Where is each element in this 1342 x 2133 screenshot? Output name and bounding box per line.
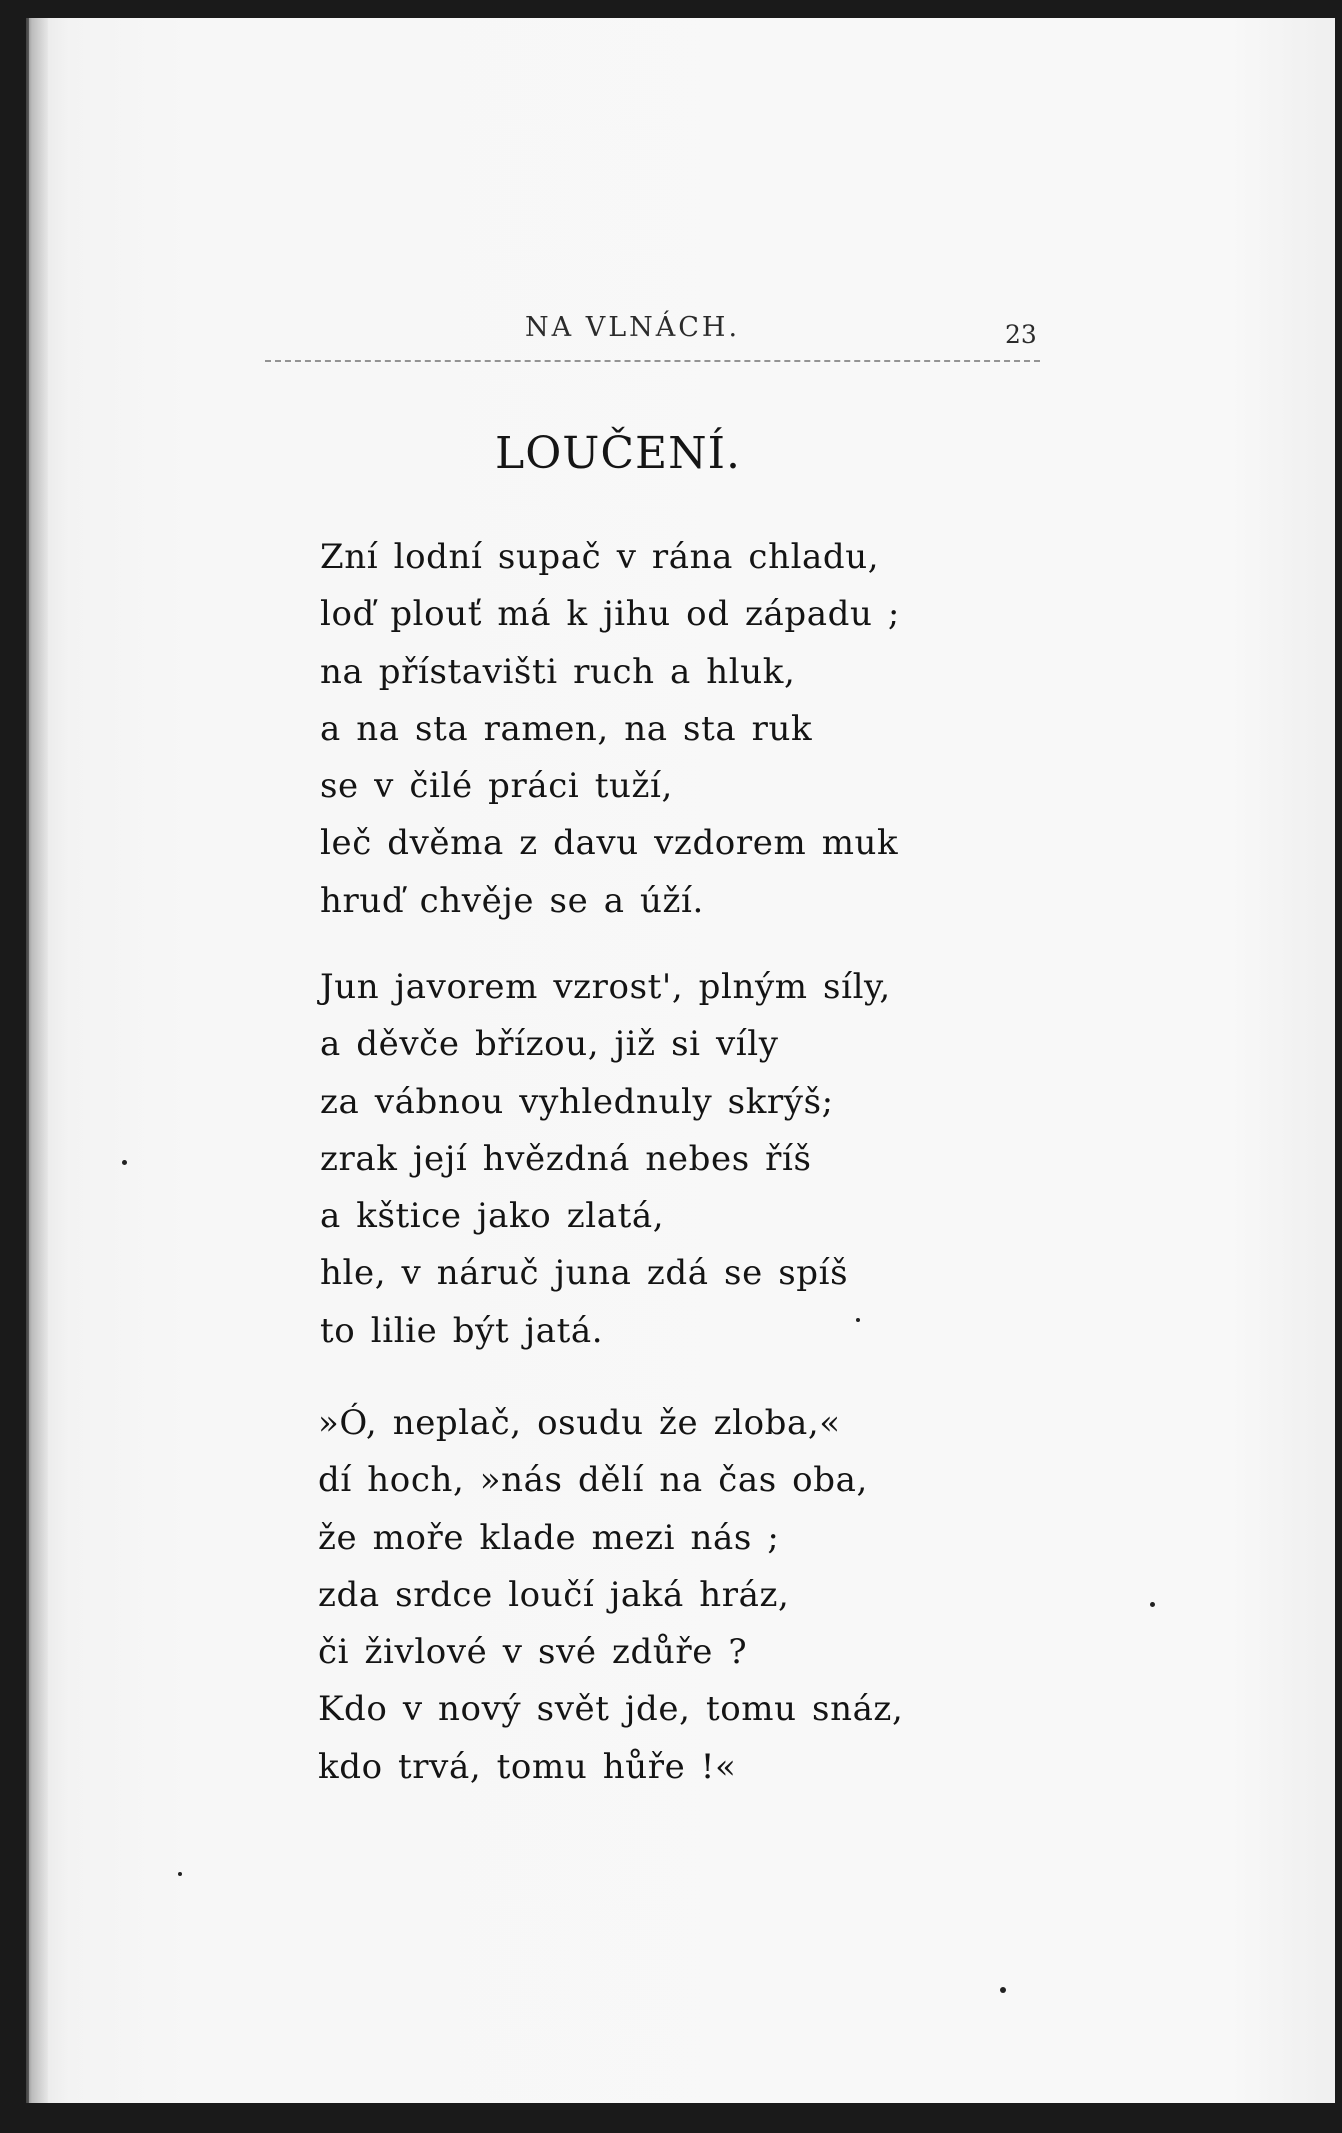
- running-head: [265, 300, 1045, 370]
- poem-line: a děvče břízou, již si víly: [320, 1024, 779, 1065]
- poem-line: Jun javorem vzrost', plným síly,: [320, 967, 891, 1007]
- book-spine-shadow: [26, 18, 48, 2103]
- poem-line: že moře klade mezi nás ;: [318, 1517, 780, 1558]
- page-number: 23: [1005, 320, 1037, 349]
- ink-speck: [122, 1160, 127, 1165]
- poem-line: zda srdce loučí jaká hráz,: [318, 1574, 790, 1615]
- ink-speck: [1000, 1987, 1006, 1993]
- poem-line: na přístavišti ruch a hluk,: [320, 651, 796, 692]
- ink-speck: [856, 1318, 860, 1322]
- poem-line: kdo trvá, tomu hůře !«: [318, 1746, 737, 1787]
- poem-line: Zní lodní supač v rána chladu,: [320, 537, 880, 577]
- poem-line: leč dvěma z davu vzdorem muk: [320, 823, 899, 864]
- running-title: NA VLNÁCH.: [525, 312, 741, 343]
- stanza-1: [320, 529, 900, 930]
- poem-line: za vábnou vyhlednuly skrýš;: [320, 1081, 834, 1122]
- poem-line: hle, v náruč juna zdá se spíš: [320, 1253, 849, 1294]
- poem-line: loď plouť má k jihu od západu ;: [320, 594, 900, 635]
- poem-line: a kštice jako zlatá,: [320, 1196, 665, 1237]
- poem-line: či živlové v své zdůře ?: [318, 1632, 748, 1673]
- poem-line: Kdo v nový svět jde, tomu snáz,: [318, 1689, 904, 1730]
- poem-line: hruď chvěje se a úží.: [320, 880, 704, 921]
- poem-line: a na sta ramen, na sta ruk: [320, 708, 813, 749]
- header-rule: [265, 360, 1040, 362]
- poem-line: se v čilé práci tuží,: [320, 766, 673, 807]
- poem-title: LOUČENÍ.: [495, 428, 742, 479]
- ink-speck: [178, 1872, 182, 1876]
- poem-line: to lilie být jatá.: [320, 1310, 604, 1351]
- ink-speck: [1150, 1602, 1155, 1607]
- stanza-2: [320, 959, 891, 1360]
- poem-line: dí hoch, »nás dělí na čas oba,: [318, 1460, 868, 1501]
- poem-line: »Ó, neplač, osudu že zloba,«: [318, 1403, 841, 1443]
- stanza-3: [318, 1395, 903, 1796]
- poem-line: zrak její hvězdná nebes říš: [320, 1138, 812, 1179]
